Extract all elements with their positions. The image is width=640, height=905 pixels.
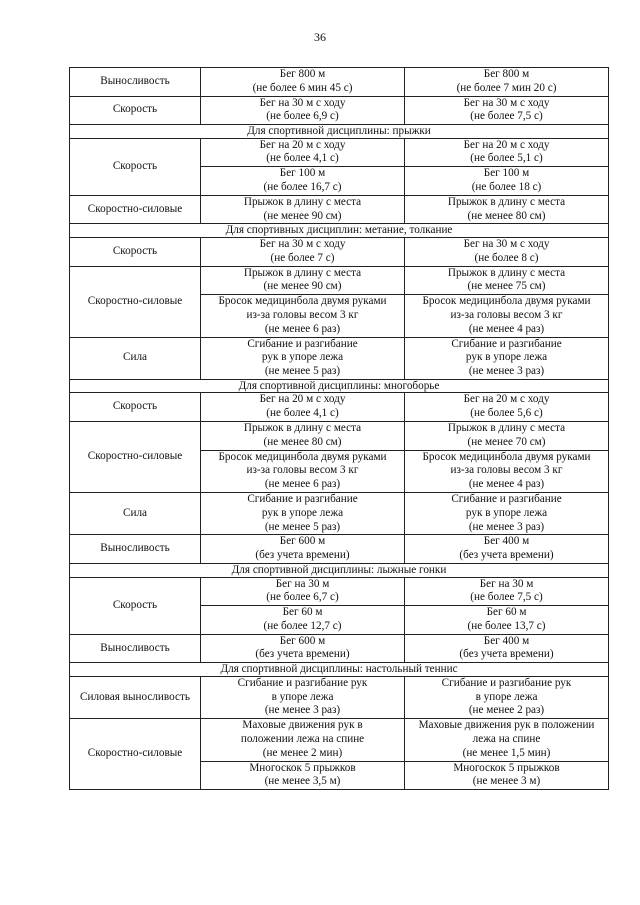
norm-cell-female: Бросок медицинбола двумя руками из-за головы весом 3 кг (не менее 4 раз) — [405, 295, 609, 337]
norm-cell-male: Прыжок в длину с места (не менее 90 см) — [201, 266, 405, 295]
quality-cell: Выносливость — [70, 68, 201, 97]
norm-cell-male: Бег 60 м (не более 12,7 с) — [201, 606, 405, 635]
table-row — [70, 337, 609, 379]
table-row — [70, 535, 609, 564]
norm-cell-female: Многоскок 5 прыжков (не менее 3 м) — [405, 761, 609, 790]
norm-cell-female: Сгибание и разгибание рук в упоре лежа (не менее 3 раз) — [405, 337, 609, 379]
section-title: Для спортивной дисциплины: многоборье — [70, 379, 609, 393]
section-title: Для спортивных дисциплин: метание, толкание — [70, 224, 609, 238]
norm-cell-male: Бег 100 м (не более 16,7 с) — [201, 167, 405, 196]
norm-cell-female: Бег 100 м (не более 18 с) — [405, 167, 609, 196]
norm-cell-male: Бег 600 м (без учета времени) — [201, 634, 405, 663]
norm-cell-female: Бег на 30 м с ходу (не более 8 с) — [405, 237, 609, 266]
table-row — [70, 577, 609, 606]
norm-cell-female: Прыжок в длину с места (не менее 75 см) — [405, 266, 609, 295]
norm-cell-male: Бег на 20 м с ходу (не более 4,1 с) — [201, 393, 405, 422]
norm-cell-male: Бег на 30 м с ходу (не более 7 с) — [201, 237, 405, 266]
quality-cell: Силовая выносливость — [70, 676, 201, 718]
quality-cell: Выносливость — [70, 634, 201, 663]
norm-cell-male: Прыжок в длину с места (не менее 90 см) — [201, 195, 405, 224]
norm-cell-female: Прыжок в длину с места (не менее 70 см) — [405, 422, 609, 451]
norm-cell-female: Сгибание и разгибание рук в упоре лежа (не менее 2 раз) — [405, 676, 609, 718]
quality-cell: Скорость — [70, 577, 201, 634]
norm-cell-female: Прыжок в длину с места (не менее 80 см) — [405, 195, 609, 224]
norm-cell-male: Бег на 30 м с ходу (не более 6,9 с) — [201, 96, 405, 125]
table-row — [70, 96, 609, 125]
norm-cell-female: Бег на 30 м с ходу (не более 7,5 с) — [405, 96, 609, 125]
table-row — [70, 68, 609, 97]
section-header-row — [70, 125, 609, 139]
quality-cell: Скорость — [70, 138, 201, 195]
section-header-row — [70, 564, 609, 578]
norm-cell-male: Бег 800 м (не более 6 мин 45 с) — [201, 68, 405, 97]
norm-cell-female: Бег на 20 м с ходу (не более 5,1 с) — [405, 138, 609, 167]
table-row — [70, 237, 609, 266]
section-header-row — [70, 379, 609, 393]
table-row — [70, 422, 609, 451]
norm-cell-male: Сгибание и разгибание рук в упоре лежа (не менее 5 раз) — [201, 337, 405, 379]
norm-cell-female: Бросок медицинбола двумя руками из-за головы весом 3 кг (не менее 4 раз) — [405, 450, 609, 492]
norm-cell-male: Бросок медицинбола двумя руками из-за головы весом 3 кг (не менее 6 раз) — [201, 295, 405, 337]
norm-cell-male: Прыжок в длину с места (не менее 80 см) — [201, 422, 405, 451]
table-row — [70, 493, 609, 535]
standards-table — [69, 67, 609, 790]
norm-cell-male: Сгибание и разгибание рук в упоре лежа (не менее 5 раз) — [201, 493, 405, 535]
norm-cell-female: Бег 800 м (не более 7 мин 20 с) — [405, 68, 609, 97]
section-title: Для спортивной дисциплины: прыжки — [70, 125, 609, 139]
norm-cell-female: Бег на 30 м (не более 7,5 с) — [405, 577, 609, 606]
norm-cell-male: Маховые движения рук в положении лежа на спине (не менее 2 мин) — [201, 719, 405, 761]
quality-cell: Скоростно-силовые — [70, 195, 201, 224]
norm-cell-male: Бросок медицинбола двумя руками из-за головы весом 3 кг (не менее 6 раз) — [201, 450, 405, 492]
quality-cell: Скоростно-силовые — [70, 719, 201, 790]
table-row — [70, 266, 609, 295]
table-row — [70, 393, 609, 422]
section-header-row — [70, 224, 609, 238]
norm-cell-male: Многоскок 5 прыжков (не менее 3,5 м) — [201, 761, 405, 790]
quality-cell: Скоростно-силовые — [70, 266, 201, 337]
quality-cell: Выносливость — [70, 535, 201, 564]
table-row — [70, 676, 609, 718]
quality-cell: Скорость — [70, 393, 201, 422]
quality-cell: Скорость — [70, 237, 201, 266]
norm-cell-male: Бег 600 м (без учета времени) — [201, 535, 405, 564]
section-title: Для спортивной дисциплины: настольный теннис — [70, 663, 609, 677]
page-number: 36 — [314, 30, 326, 44]
norm-cell-female: Сгибание и разгибание рук в упоре лежа (не менее 3 раз) — [405, 493, 609, 535]
norm-cell-female: Бег на 20 м с ходу (не более 5,6 с) — [405, 393, 609, 422]
norm-cell-female: Бег 60 м (не более 13,7 с) — [405, 606, 609, 635]
section-title: Для спортивной дисциплины: лыжные гонки — [70, 564, 609, 578]
norm-cell-male: Сгибание и разгибание рук в упоре лежа (не менее 3 раз) — [201, 676, 405, 718]
norm-cell-female: Бег 400 м (без учета времени) — [405, 634, 609, 663]
standards-table-body — [70, 68, 609, 790]
quality-cell: Скорость — [70, 96, 201, 125]
table-row — [70, 138, 609, 167]
norm-cell-female: Маховые движения рук в положении лежа на спине (не менее 1,5 мин) — [405, 719, 609, 761]
quality-cell: Сила — [70, 493, 201, 535]
quality-cell: Скоростно-силовые — [70, 422, 201, 493]
section-header-row — [70, 663, 609, 677]
table-row — [70, 719, 609, 761]
norm-cell-female: Бег 400 м (без учета времени) — [405, 535, 609, 564]
quality-cell: Сила — [70, 337, 201, 379]
table-row — [70, 634, 609, 663]
table-row — [70, 195, 609, 224]
norm-cell-male: Бег на 30 м (не более 6,7 с) — [201, 577, 405, 606]
norm-cell-male: Бег на 20 м с ходу (не более 4,1 с) — [201, 138, 405, 167]
